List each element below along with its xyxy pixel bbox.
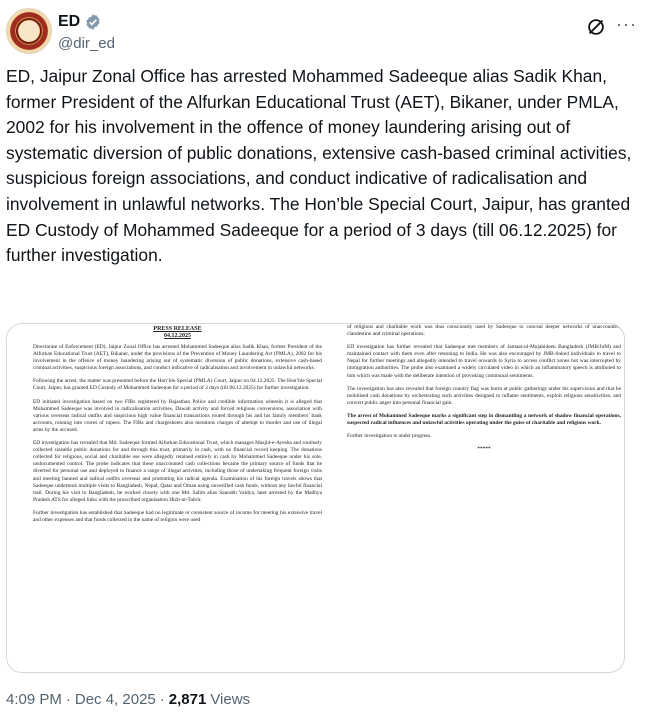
author-handle[interactable]: @dir_ed bbox=[58, 35, 115, 52]
document-right-column bbox=[347, 324, 621, 459]
tweet-image[interactable] bbox=[6, 323, 625, 673]
document-paragraph: ED investigation has further revealed that Sadeeque met members of Jamaat-ul-Mujahideen Bangladesh (JMB/JuM) and maintained contact with them even after returning to India. He was also encouraged by JMB-linked individuals to travel to Nepal for further meetings and allegedly intended to travel onwards to Syria to access conflict zones but was intercepted by immigration authorities. The probe also examined a widely circulated video in which an inflammatory speech is attributed to him which was made with the deliberate intention of provoking communal sentiments. bbox=[347, 344, 621, 379]
document-paragraph: of religious and charitable work was thus consciously used by Sadeeque to conceal deeper networks of unaccounted, clandestine and criminal operations. bbox=[347, 324, 621, 338]
avatar[interactable] bbox=[6, 8, 52, 54]
document-paragraph: ED investigation has revealed that Md. Sadeeque formed Alfurkan Educational Trust, which manages Masjid-e-Ayesha and routinely collected sizeable public donations for and through this trust, primarily in cash, with no financial record keeping. The donations collected for religious, social and charitable use were allegedly retained entirely in cash by Mohammed Sadeeque under his sole, undocumented control. The probe indicates that these unaccounted cash collections became the primary source of funds that he diverted for personal use and deployed to finance a range of illegal activities, including those of undertaking frequent foreign visits and meeting banned and radical outfits overseas and promoting his radical agenda. Examination of his foreign travels shows that Sadeeque undertook multiple visits to Bangladesh, Nepal, Qatar and Oman using unverified cash funds, without any lawful financial trail. During his visit to Bangladesh, he worked closely with one Md. Salim alias Saurabh Vaidya, later arrested by the Madhya Pradesh ATS for alleged links with the proscribed organisation Hizb-ut-Tahrir. bbox=[33, 440, 322, 503]
tweet-header bbox=[6, 8, 641, 56]
document-title: PRESS RELEASE bbox=[153, 326, 202, 332]
document-stars: ***** bbox=[477, 446, 491, 453]
verified-badge-icon bbox=[84, 13, 102, 31]
document-paragraph: ED initiated investigation based on two FIRs registered by Rajasthan Police and credible information wherein it is alleged that Mohammed Sadeeque was involved in radicalisation activities, Dawah activity and forced religious conversions, association with various overseas radical outfits and suspicious high value financial transactions routed through his and his family members’ bank accounts, running into crores of rupees. The FIRs and chargesheets also mentions charges of attempt to murder and use of illegal arms by the accused. bbox=[33, 398, 322, 433]
document-paragraph: Following the arrest, the matter was presented before the Hon’ble Special (PMLA) Court, Jaipur on 04.12.2025. The Hon’ble Special Court, Jaipur, has granted ED Custody of Mohammed Sadeeque for a period of 3 days (till 06.12.2025) for further investigation. bbox=[33, 378, 322, 392]
tweet-meta bbox=[6, 691, 250, 708]
author-name[interactable]: ED bbox=[58, 13, 81, 30]
document-left-column bbox=[33, 326, 322, 530]
more-options-icon[interactable]: ··· bbox=[616, 14, 637, 34]
tweet-date[interactable]: Dec 4, 2025 bbox=[74, 691, 156, 708]
document-paragraph: Further investigation has established that Sadeeque had no legitimate or consistent source of income for meeting his extensive travel and other expenses and that funds collected in the name of religion were used bbox=[33, 509, 322, 523]
document-paragraph: Directorate of Enforcement (ED), Jaipur Zonal Office has arrested Mohammed Sadeeque alias Sadik Khan, former President of the Alfurkan Educational Trust (AET), Bikaner, under the provisions of the Prevention of Money Laundering Act (PMLA), 2002 for his involvement in the offence of money laundering arising out of systematic diversion of public donations, extensive cash-based criminal activities, suspicious foreign associations, and conduct indicative of radicalisation and involvement in unlawful networks. bbox=[33, 344, 322, 372]
author-name-row bbox=[58, 13, 102, 31]
document-paragraph: The investigation has also revealed that foreign country flag was burnt at public gatherings under his supervision and that he mobilised cash donations by orchestrating such activities designed to inflame sentiments, exploit religious sensitivities, and convert public anger into personal financial gain. bbox=[347, 385, 621, 406]
document-closing: Further investigation is under progress. bbox=[347, 433, 432, 440]
document-bold-paragraph: The arrest of Mohammed Sadeeque marks a significant step in dismantling a network of shadow financial operations, suspected radical influences and unlawful activities operating under the guise of charitable and religious work. bbox=[347, 412, 621, 427]
document-date: 04.12.2025 bbox=[164, 333, 191, 339]
tweet-text: ED, Jaipur Zonal Office has arrested Mohammed Sadeeque alias Sadik Khan, former President of the Alfurkan Educational Trust (AET), Bikaner, under PMLA, 2002 for his involvement in the offence of money laundering arising out of systematic diversion of public donations, extensive cash-based criminal activities, suspicious foreign associations, and conduct indicative of radicalisation and involvement in unlawful networks. The Hon’ble Special Court, Jaipur, has granted ED Custody of Mohammed Sadeeque for a period of 3 days (till 06.12.2025) for further investigation. bbox=[6, 66, 632, 266]
views-count: 2,871 bbox=[168, 691, 207, 708]
tweet-time[interactable]: 4:09 PM bbox=[6, 691, 62, 708]
grok-icon[interactable] bbox=[585, 16, 607, 38]
meta-separator: · bbox=[159, 691, 165, 708]
meta-separator: · bbox=[65, 691, 71, 708]
views-label: Views bbox=[210, 691, 251, 708]
emblem-icon bbox=[16, 18, 42, 44]
